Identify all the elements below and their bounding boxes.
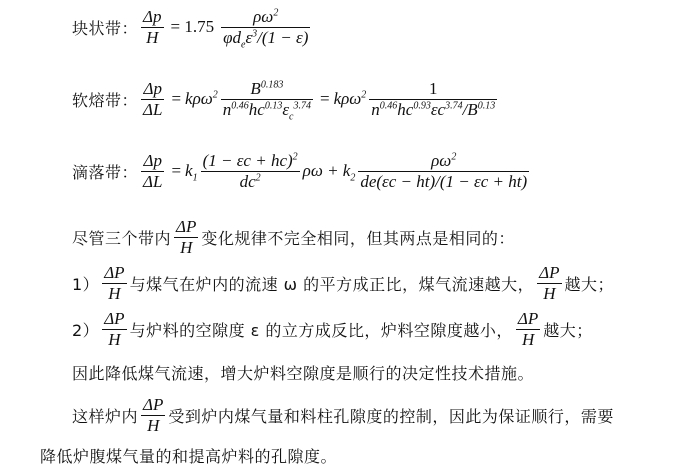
rhs-fraction-2: $\frac{1}{n^{0.46}hc^{0.93}\varepsilon c^{3.74}/B^{0.13}}$ — [371, 78, 496, 119]
paragraph-control-continued: 降低炉腹煤气量的和提高炉料的孔隙度。 — [40, 446, 338, 466]
dp-over-h-fraction: $\frac{\Delta P}{H}$ — [104, 308, 125, 349]
rhs-fraction-1: $\frac{(1 - \varepsilon c + hc)^2}{dc^2}$ — [202, 150, 298, 191]
zone-label-softening: 软熔带： — [72, 90, 139, 110]
zone-label-lumpy: 块状带： — [72, 18, 139, 38]
dp-over-h-fraction: $\frac{\Delta P}{H}$ — [539, 262, 560, 303]
formula-dripping-zone: 滴落带： $\frac{\Delta p}{\Delta L}$ = $k_1$ $\frac{(1 - \varepsilon c + hc)^2}{dc^2}$ $\rho\omega + k_2$ $\frac{\rho\omega^2}{de(\varepsilon c - ht)/(1 - \varepsilon c + ht)}$ — [72, 150, 528, 191]
list-number: 2） — [72, 320, 100, 340]
dp-over-h-fraction: $\frac{\Delta P}{H}$ — [176, 216, 197, 257]
dp-over-h-fraction: $\frac{\Delta P}{H}$ — [143, 394, 164, 435]
list-number: 1） — [72, 274, 100, 294]
rhs-fraction: $\frac{\rho\omega^2}{\varphi d_e\varepsilon^3/(1 - \varepsilon)}$ — [223, 6, 309, 50]
list-item-2: 2） $\frac{\Delta P}{H}$ 与炉料的空隙度 ε 的立方成反比，炉料空隙度越小， $\frac{\Delta P}{H}$ 越大； — [72, 308, 593, 349]
lhs-fraction: $\frac{\Delta p}{\Delta L}$ — [143, 78, 163, 119]
coefficient: = 1.75 — [170, 17, 215, 36]
rhs-fraction-2: $\frac{\rho\omega^2}{de(\varepsilon c - ht)/(1 - \varepsilon c + ht)}$ — [360, 150, 528, 191]
paragraph-control: 这样炉内 $\frac{\Delta P}{H}$ 受到炉内煤气量和料柱孔隙度的控制，因此为保证顺行，需要 — [72, 394, 614, 435]
zone-label-dripping: 滴落带： — [72, 162, 139, 182]
dp-over-h-fraction: $\frac{\Delta P}{H}$ — [104, 262, 125, 303]
rhs-fraction-1: $\frac{B^{0.183}}{n^{0.46}hc^{0.13}\varepsilon_c^{3.74}}$ — [222, 78, 311, 122]
formula-softening-zone: 软熔带： $\frac{\Delta p}{\Delta L}$ = kρω$^2$ $\frac{B^{0.183}}{n^{0.46}hc^{0.13}\varepsilon_c^{3.74}}$ = kρω$^2$ $\frac{1}{n^{0.46}hc^{0.93}\varepsilon c^{3.74}/B^{0.13}}$ — [72, 78, 496, 122]
lhs-fraction: $\frac{\Delta p}{H}$ — [143, 6, 162, 47]
formula-lumpy-zone — [72, 4, 313, 50]
paragraph-conclusion: 因此降低煤气流速，增大炉料空隙度是顺行的决定性技术措施。 — [72, 363, 535, 383]
lhs-fraction: $\frac{\Delta p}{\Delta L}$ — [143, 150, 163, 191]
dp-over-h-fraction: $\frac{\Delta P}{H}$ — [517, 308, 539, 349]
paragraph-intro: 尽管三个带内 $\frac{\Delta P}{H}$ 变化规律不完全相同，但其两点是相同的： — [72, 216, 515, 257]
list-item-1: 1） $\frac{\Delta P}{H}$ 与煤气在炉内的流速 ω 的平方成正比，煤气流速越大， $\frac{\Delta P}{H}$ 越大； — [72, 262, 615, 303]
